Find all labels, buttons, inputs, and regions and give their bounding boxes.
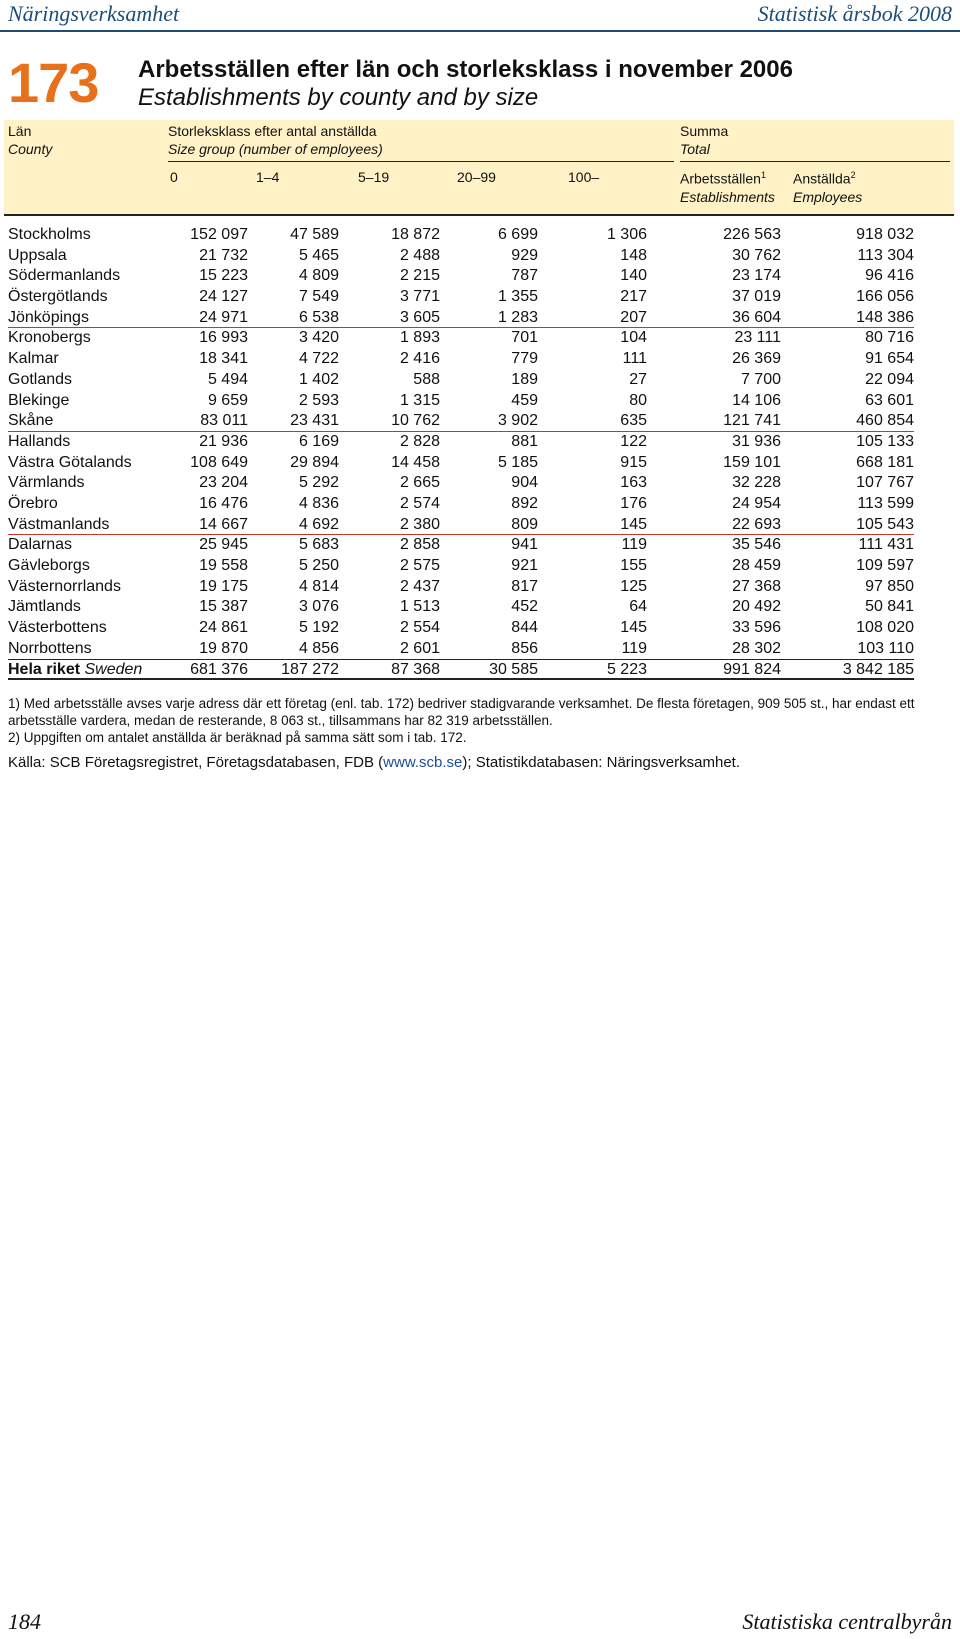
total-label-swedish: Hela riket [8, 661, 81, 679]
table-row [8, 246, 914, 267]
value-cell: 7 700 [740, 370, 781, 388]
county-name: Gävleborgs [8, 557, 90, 574]
county-name: Blekinge [8, 391, 70, 409]
value-cell: 104 [620, 329, 647, 347]
size-group-header: Storleksklass efter antal anställda Size group (number of employees) [168, 123, 383, 157]
value-cell: 915 [620, 453, 647, 471]
value-cell: 2 828 [399, 432, 440, 450]
value-cell: 111 [622, 350, 647, 368]
value-cell: 1 402 [298, 370, 339, 388]
county-name: Kalmar [8, 350, 59, 368]
value-cell: 24 861 [199, 619, 248, 637]
value-cell: 96 416 [865, 267, 914, 285]
total-value-cell: 30 585 [489, 661, 538, 679]
table-row [8, 225, 914, 246]
value-cell: 3 902 [497, 412, 538, 430]
value-cell: 140 [620, 267, 647, 285]
value-cell: 166 056 [856, 288, 914, 306]
value-cell: 4 814 [298, 577, 339, 595]
value-cell: 3 420 [298, 329, 339, 347]
table-row [8, 308, 914, 329]
value-cell: 459 [511, 391, 538, 409]
table-row [8, 287, 914, 308]
county-name: Norrbottens [8, 639, 92, 657]
value-cell: 64 [629, 598, 647, 616]
value-cell: 22 094 [865, 370, 914, 388]
county-name: Stockholms [8, 226, 91, 243]
value-cell: 856 [511, 639, 538, 657]
value-cell: 145 [620, 515, 647, 533]
value-cell: 881 [511, 432, 538, 450]
size-col-0: 0 [170, 169, 178, 185]
table-row [8, 494, 914, 515]
value-cell: 97 850 [865, 577, 914, 595]
value-cell: 460 854 [856, 412, 914, 430]
value-cell: 91 654 [865, 350, 914, 368]
value-cell: 23 431 [290, 412, 339, 430]
value-cell: 1 306 [606, 226, 647, 243]
section-title: Näringsverksamhet [8, 1, 180, 26]
value-cell: 80 716 [865, 329, 914, 347]
county-name: Västernorrlands [8, 577, 121, 595]
value-cell: 80 [629, 391, 647, 409]
table-row [8, 453, 914, 474]
value-cell: 148 386 [856, 308, 914, 326]
value-cell: 2 575 [399, 557, 440, 574]
footnote-2: 2) Uppgiften om antalet anställda är beräknad på samma sätt som i tab. 172. [8, 730, 467, 745]
total-value-cell: 3 842 185 [842, 661, 914, 679]
value-cell: 2 601 [399, 639, 440, 657]
value-cell: 2 416 [399, 350, 440, 368]
value-cell: 588 [413, 370, 440, 388]
value-cell: 125 [620, 577, 647, 595]
value-cell: 23 204 [199, 474, 248, 492]
value-cell: 107 767 [856, 474, 914, 492]
value-cell: 122 [620, 432, 647, 450]
value-cell: 119 [621, 536, 647, 554]
total-value-cell: 681 376 [190, 661, 248, 679]
total-rule [680, 161, 950, 162]
county-name: Gotlands [8, 370, 73, 388]
value-cell: 189 [511, 370, 538, 388]
value-cell: 22 693 [732, 515, 781, 533]
value-cell: 4 856 [298, 639, 339, 657]
value-cell: 6 169 [298, 432, 339, 450]
table-row [8, 639, 914, 660]
value-cell: 6 699 [497, 226, 538, 243]
value-cell: 2 215 [399, 267, 440, 285]
value-cell: 7 549 [298, 288, 339, 306]
value-cell: 2 593 [298, 391, 339, 409]
table-number: 173 [8, 51, 99, 114]
value-cell: 103 110 [857, 639, 914, 657]
table-row [8, 349, 914, 370]
county-name: Hallands [8, 432, 71, 450]
value-cell: 109 597 [856, 557, 914, 574]
value-cell: 19 175 [199, 577, 248, 595]
value-cell: 36 604 [732, 308, 781, 326]
value-cell: 3 076 [298, 598, 339, 616]
county-name: Jönköpings [8, 308, 89, 326]
value-cell: 226 563 [723, 226, 781, 243]
table-row [8, 370, 914, 391]
value-cell: 701 [511, 329, 538, 347]
value-cell: 918 032 [856, 226, 914, 243]
county-name: Södermanlands [8, 267, 121, 285]
table-row [8, 515, 914, 536]
value-cell: 817 [511, 577, 538, 595]
value-cell: 20 492 [732, 598, 781, 616]
value-cell: 941 [511, 536, 538, 554]
value-cell: 28 459 [732, 557, 781, 574]
value-cell: 904 [511, 474, 538, 492]
table-row [8, 618, 914, 639]
value-cell: 4 722 [298, 350, 339, 368]
table-row [8, 411, 914, 432]
value-cell: 5 465 [298, 246, 339, 264]
county-name: Dalarnas [8, 536, 73, 554]
value-cell: 176 [620, 494, 647, 512]
table-row [8, 556, 914, 577]
total-value-cell: 87 368 [391, 661, 440, 679]
table-row [8, 535, 914, 556]
value-cell: 809 [511, 515, 538, 533]
table-row [8, 577, 914, 598]
value-cell: 31 936 [732, 432, 781, 450]
value-cell: 145 [620, 619, 647, 637]
value-cell: 1 513 [399, 598, 440, 616]
county-name: Jämtlands [8, 598, 81, 616]
value-cell: 37 019 [732, 288, 781, 306]
value-cell: 111 431 [858, 536, 914, 554]
county-table [8, 225, 914, 680]
value-cell: 207 [620, 308, 647, 326]
value-cell: 4 692 [298, 515, 339, 533]
value-cell: 2 437 [399, 577, 440, 595]
size-col-5-19: 5–19 [358, 169, 390, 185]
value-cell: 23 111 [734, 329, 781, 347]
publisher-name: Statistiska centralbyrån [742, 1609, 952, 1634]
value-cell: 452 [511, 598, 538, 616]
table-row [8, 432, 914, 453]
value-cell: 921 [511, 557, 538, 574]
yearbook-title: Statistisk årsbok 2008 [757, 1, 952, 26]
value-cell: 19 558 [199, 557, 248, 574]
total-label [8, 660, 142, 681]
value-cell: 163 [620, 474, 647, 492]
value-cell: 5 185 [497, 453, 538, 471]
value-cell: 83 011 [200, 412, 248, 430]
value-cell: 63 601 [865, 391, 914, 409]
value-cell: 21 936 [199, 432, 248, 450]
county-name: Skåne [8, 412, 54, 430]
value-cell: 6 538 [298, 308, 339, 326]
value-cell: 19 870 [199, 639, 248, 657]
header-rule [0, 30, 960, 32]
value-cell: 155 [620, 557, 647, 574]
total-header: Summa Total [680, 123, 729, 157]
table-title-swedish: Arbetsställen efter län och storleksklass i november 2006 [138, 56, 793, 83]
value-cell: 14 458 [391, 453, 440, 471]
employees-header: Anställda$^2$ Employees [793, 170, 863, 205]
table-row [8, 391, 914, 412]
value-cell: 635 [620, 412, 647, 430]
value-cell: 50 841 [865, 598, 914, 616]
value-cell: 35 546 [732, 536, 781, 554]
total-value-cell: 5 223 [606, 661, 647, 679]
value-cell: 113 304 [857, 246, 914, 264]
county-name: Västerbottens [8, 619, 107, 637]
value-cell: 33 596 [732, 619, 781, 637]
value-cell: 2 488 [399, 246, 440, 264]
value-cell: 113 599 [857, 494, 914, 512]
county-name: Kronobergs [8, 329, 91, 347]
value-cell: 21 732 [199, 246, 248, 264]
value-cell: 16 476 [199, 494, 248, 512]
size-group-rule [168, 161, 674, 162]
running-head [0, 0, 960, 32]
value-cell: 105 543 [856, 515, 914, 533]
value-cell: 27 [629, 370, 647, 388]
total-row [8, 659, 914, 680]
county-name: Örebro [8, 494, 58, 512]
value-cell: 24 971 [199, 308, 248, 326]
value-cell: 24 954 [732, 494, 781, 512]
value-cell: 2 665 [399, 474, 440, 492]
value-cell: 668 181 [856, 453, 914, 471]
table-row [8, 473, 914, 494]
value-cell: 105 133 [856, 432, 914, 450]
county-name: Västmanlands [8, 515, 110, 533]
table-row [8, 266, 914, 287]
value-cell: 5 683 [298, 536, 339, 554]
size-col-100-plus: 100– [568, 169, 600, 185]
size-col-20-99: 20–99 [457, 169, 496, 185]
value-cell: 2 554 [399, 619, 440, 637]
county-name: Östergötlands [8, 288, 108, 306]
value-cell: 5 250 [298, 557, 339, 574]
value-cell: 148 [620, 246, 647, 264]
value-cell: 844 [511, 619, 538, 637]
value-cell: 1 315 [399, 391, 440, 409]
value-cell: 15 387 [199, 598, 248, 616]
value-cell: 15 223 [199, 267, 248, 285]
value-cell: 108 649 [190, 453, 248, 471]
value-cell: 25 945 [199, 536, 248, 554]
value-cell: 26 369 [732, 350, 781, 368]
value-cell: 5 494 [207, 370, 248, 388]
value-cell: 16 993 [199, 329, 248, 347]
size-col-1-4: 1–4 [256, 169, 280, 185]
value-cell: 892 [511, 494, 538, 512]
table-row [8, 597, 914, 618]
value-cell: 2 380 [399, 515, 440, 533]
value-cell: 29 894 [290, 453, 339, 471]
total-value-cell: 991 824 [723, 661, 781, 679]
value-cell: 28 302 [732, 639, 781, 657]
value-cell: 2 858 [399, 536, 440, 554]
value-cell: 159 101 [723, 453, 781, 471]
value-cell: 3 605 [399, 308, 440, 326]
value-cell: 1 893 [399, 329, 440, 347]
value-cell: 217 [620, 288, 647, 306]
value-cell: 121 741 [723, 412, 781, 430]
value-cell: 119 [621, 639, 647, 657]
value-cell: 23 174 [732, 267, 781, 285]
table-header [4, 120, 954, 216]
establishments-header: Arbetsställen$^1$ Establishments [680, 170, 775, 205]
county-name: Värmlands [8, 474, 85, 492]
source-line: Källa: SCB Företagsregistret, Företagsdatabasen, FDB (www.scb.se); Statistikdatabasen: Näringsverksamhet. [8, 754, 740, 771]
table-title-english: Establishments by county and by size [138, 84, 539, 111]
scb-link[interactable]: www.scb.se [383, 754, 463, 771]
value-cell: 14 667 [199, 515, 248, 533]
value-cell: 1 355 [497, 288, 538, 306]
value-cell: 787 [511, 267, 538, 285]
value-cell: 32 228 [732, 474, 781, 492]
footnote-1: 1) Med arbetsställe avses varje adress där ett företag (enl. tab. 172) bedriver stadigvarande verksamhet. De flesta företagen, 909 505 st., har endast ett arbetsställe vardera, medan de resterande, 8 063 st., tillsammans har 82 319 arbetsställen. [8, 696, 915, 728]
value-cell: 27 368 [732, 577, 781, 595]
county-name: Uppsala [8, 246, 67, 264]
value-cell: 1 283 [497, 308, 538, 326]
value-cell: 47 589 [290, 226, 339, 243]
page-number: 184 [8, 1609, 41, 1634]
value-cell: 18 872 [391, 226, 440, 243]
table-row [8, 328, 914, 349]
value-cell: 2 574 [399, 494, 440, 512]
value-cell: 30 762 [732, 246, 781, 264]
value-cell: 152 097 [190, 226, 248, 243]
footnotes [8, 695, 953, 746]
value-cell: 3 771 [399, 288, 440, 306]
value-cell: 4 836 [298, 494, 339, 512]
value-cell: 24 127 [199, 288, 248, 306]
value-cell: 779 [511, 350, 538, 368]
county-name: Västra Götalands [8, 453, 132, 471]
value-cell: 5 292 [298, 474, 339, 492]
value-cell: 14 106 [732, 391, 781, 409]
total-value-cell: 187 272 [281, 661, 339, 679]
value-cell: 4 809 [298, 267, 339, 285]
value-cell: 5 192 [298, 619, 339, 637]
county-header: Län County [8, 123, 53, 157]
value-cell: 929 [511, 246, 538, 264]
total-label-english: Sweden [84, 661, 143, 679]
value-cell: 108 020 [856, 619, 914, 637]
value-cell: 10 762 [391, 412, 440, 430]
value-cell: 18 341 [199, 350, 248, 368]
value-cell: 9 659 [207, 391, 248, 409]
